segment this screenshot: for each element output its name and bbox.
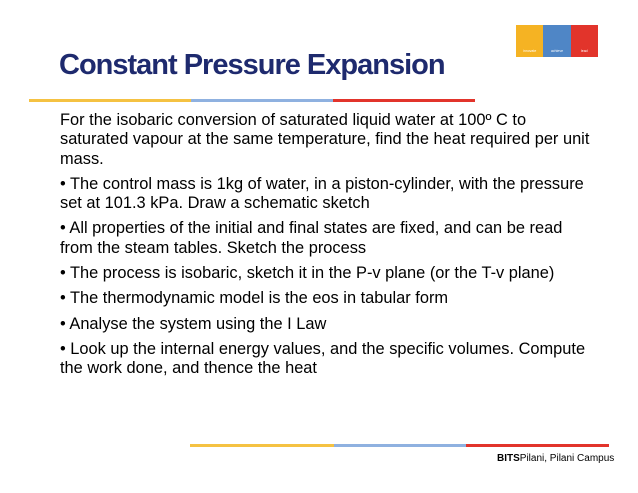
bullet-item: • The process is isobaric, sketch it in the P-v plane (or the T-v plane) [60,264,555,283]
footer-campus-text: Pilani, Pilani Campus [519,453,615,464]
slide-title: Constant Pressure Expansion [59,49,445,81]
logo-tile-innovate [516,25,543,57]
bits-logo [516,25,598,57]
slide-body [60,111,590,385]
title-rule-blue [191,99,333,102]
footer-rule-blue [334,444,466,447]
footer-rule-red [466,444,609,447]
footer-brand: BITS [497,453,520,464]
title-rule-yellow [29,99,191,102]
bullet-item: • All properties of the initial and final states are fixed, and can be read from the steam tables. Sketch the process [60,219,563,257]
logo-word-innovate: innovate [523,49,537,53]
bullet-item: • The thermodynamic model is the eos in tabular form [60,289,449,308]
footer-rule-yellow [190,444,334,447]
footer-campus [497,453,614,464]
body-paragraph: For the isobaric conversion of saturated liquid water at 100º C to saturated vapour at the same temperature, find the heat required per unit mass. [60,111,590,168]
bullet-item: • Analyse the system using the I Law [60,314,327,333]
logo-tile-achieve [543,25,570,57]
bullet-item: • The control mass is 1kg of water, in a piston-cylinder, with the pressure set at 101.3 kPa. Draw a schematic sketch [60,174,584,213]
bullet-item: • Look up the internal energy values, and the specific volumes. Compute the work done, and thence the heat [60,339,586,378]
logo-word-achieve: achieve [550,49,564,53]
title-rule-red [333,99,475,102]
logo-tile-lead [571,25,598,57]
logo-word-lead: lead [581,49,588,53]
